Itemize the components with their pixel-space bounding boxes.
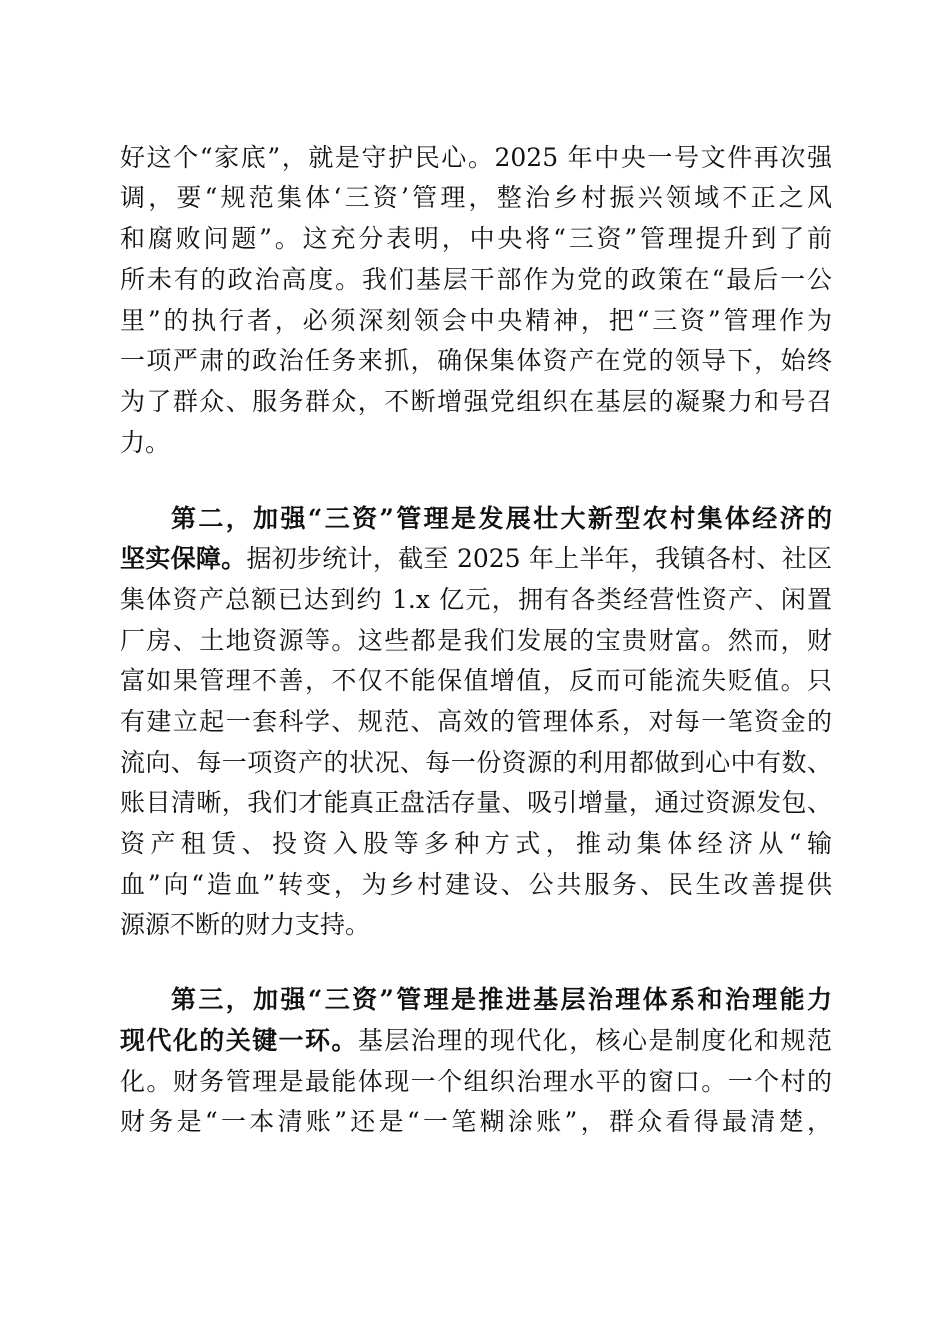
text-line: 有建立起一套科学、规范、高效的管理体系，对每一笔资金的 [120, 707, 832, 736]
text-line: 里”的执行者，必须深刻领会中央精神，把“三资”管理作为 [120, 306, 832, 335]
text-line: 账目清晰，我们才能真正盘活存量、吸引增量，通过资源发包、 [120, 788, 832, 817]
paragraph-heading-2-cont: 坚实保障。 [120, 544, 247, 573]
text-span: 据初步统计，截至 2025 年上半年，我镇各村、社区 [246, 544, 832, 573]
text-line: 富如果管理不善，不仅不能保值增值，反而可能流失贬值。只 [120, 666, 832, 695]
paragraph-heading-3: 第三，加强“三资”管理是推进基层治理体系和治理能力 [171, 985, 832, 1014]
text-line: 集体资产总额已达到约 1.x 亿元，拥有各类经营性资产、闲置 [120, 585, 832, 614]
text-line: 调，要“规范集体‘三资’管理，整治乡村振兴领域不正之风 [120, 183, 832, 212]
text-line: 流向、每一项资产的状况、每一份资源的利用都做到心中有数、 [120, 748, 832, 777]
paragraph-heading-2: 第二，加强“三资”管理是发展壮大新型农村集体经济的 [171, 504, 832, 533]
text-line: 和腐败问题”。这充分表明，中央将“三资”管理提升到了前 [120, 224, 832, 253]
text-span: 基层治理的现代化，核心是制度化和规范 [357, 1026, 832, 1055]
text-line: 血”向“造血”转变，为乡村建设、公共服务、民生改善提供 [120, 870, 832, 899]
paragraph-heading-3-cont: 现代化的关键一环。 [120, 1026, 358, 1055]
text-line: 资产租赁、投资入股等多种方式，推动集体经济从“输 [120, 829, 832, 858]
text-line: 好这个“家底”，就是守护民心。2025 年中央一号文件再次强 [120, 143, 832, 172]
text-line [120, 539, 832, 579]
text-line: 厂房、土地资源等。这些都是我们发展的宝贵财富。然而，财 [120, 626, 832, 655]
text-line: 财务是“一本清账”还是“一笔糊涂账”，群众看得最清楚， [120, 1107, 832, 1136]
text-line: 一项严肃的政治任务来抓，确保集体资产在党的领导下，始终 [120, 346, 832, 375]
text-line [120, 1021, 832, 1061]
text-line: 所未有的政治高度。我们基层干部作为党的政策在“最后一公 [120, 265, 832, 294]
text-line: 为了群众、服务群众，不断增强党组织在基层的凝聚力和号召 [120, 387, 832, 416]
text-line: 化。财务管理是最能体现一个组织治理水平的窗口。一个村的 [120, 1067, 832, 1096]
text-line: 力。 [120, 428, 171, 457]
text-line: 源源不断的财力支持。 [120, 910, 371, 939]
